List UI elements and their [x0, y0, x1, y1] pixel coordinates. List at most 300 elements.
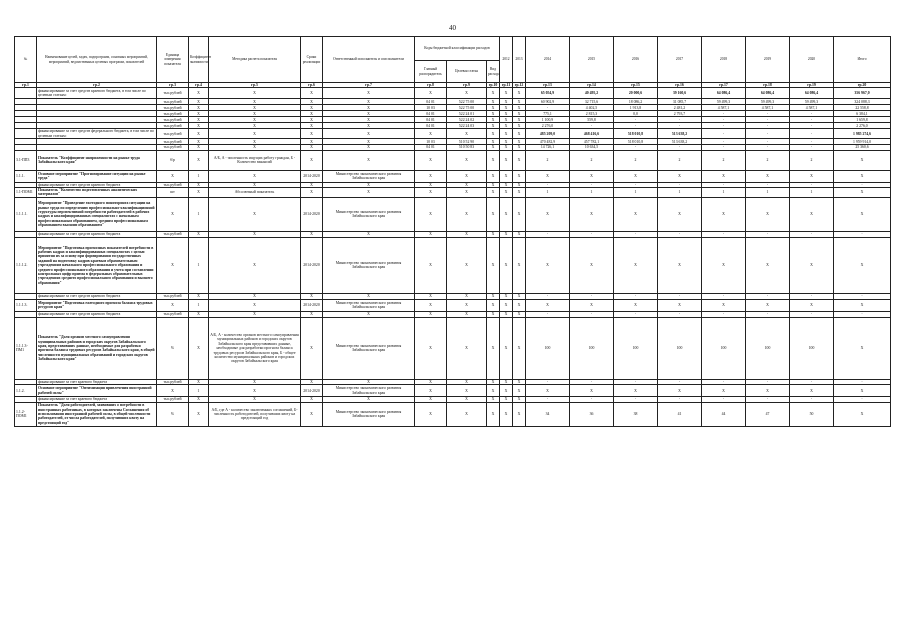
table-cell: - [526, 293, 570, 299]
table-cell: X [513, 317, 526, 379]
table-cell: X [323, 182, 415, 187]
table-cell: 4 402,5 [570, 105, 614, 111]
table-cell: X [415, 299, 447, 311]
table-cell: X [415, 231, 447, 237]
table-cell: X [209, 139, 301, 145]
table-cell: X [513, 197, 526, 231]
table-cell: X [513, 88, 526, 99]
table-cell: 1 [189, 299, 209, 311]
table-cell: 100 [614, 317, 658, 379]
table-cell: X [834, 299, 891, 311]
table-cell: X [447, 402, 487, 426]
table-cell: тыс.рублей [157, 99, 189, 105]
table-cell: Показатель "Коэффициент напряженности на рынке труда Забайкальского края" [37, 150, 157, 170]
table-cell: X [500, 150, 513, 170]
table-cell: X [415, 237, 447, 293]
table-cell: X [487, 150, 500, 170]
col-num-header: № [15, 37, 37, 83]
table-cell: 59 499,3 [746, 99, 790, 105]
table-cell: 2 [570, 150, 614, 170]
table-cell: X [790, 299, 834, 311]
table-cell: 100 [526, 317, 570, 379]
table-cell: 2 815,3 [570, 111, 614, 117]
table-cell: - [746, 182, 790, 187]
table-cell: X [500, 139, 513, 145]
table-cell: 2 [658, 150, 702, 170]
table-cell: - [526, 182, 570, 187]
table-cell: 0,0 [614, 111, 658, 117]
table-cell: шт [157, 188, 189, 198]
table-cell: 2 276,0 [834, 123, 891, 129]
table-cell: - [702, 117, 746, 123]
table-cell: - [834, 231, 891, 237]
table-cell: 4 587,1 [790, 105, 834, 111]
col-gr-header: Главный распорядитель [415, 61, 447, 83]
table-cell: X [513, 150, 526, 170]
table-cell: 34 [526, 402, 570, 426]
table-cell: X [447, 170, 487, 182]
table-cell: X [323, 111, 415, 117]
column-number: гр.5 [209, 83, 301, 88]
table-cell: % [157, 317, 189, 379]
table-cell: 1.1.1.1. [15, 197, 37, 231]
table-cell: 522 24 01 [447, 111, 487, 117]
table-cell: X [301, 105, 323, 111]
table-cell: X [301, 293, 323, 299]
table-cell: тыс.рублей [157, 182, 189, 187]
table-cell: X [500, 105, 513, 111]
table-cell: X [209, 105, 301, 111]
table-cell: X [500, 237, 513, 293]
table-cell: - [702, 231, 746, 237]
table-cell: X [323, 397, 415, 402]
col-resp-header: Ответственный исполнитель и соисполнители [323, 37, 415, 83]
table-cell: X [487, 197, 500, 231]
table-cell: - [746, 123, 790, 129]
table-cell: X [301, 99, 323, 105]
table-cell: X [189, 111, 209, 117]
column-number: гр.4 [189, 83, 209, 88]
table-cell: - [658, 117, 702, 123]
table-cell: X [487, 139, 500, 145]
table-cell: X [500, 188, 513, 198]
table-cell: X [487, 231, 500, 237]
table-cell: X [500, 99, 513, 105]
table-cell: X [301, 397, 323, 402]
table-cell: 2 [526, 150, 570, 170]
table-cell: Министерство экономического развития Забайкальского края [323, 170, 415, 182]
table-cell: X [790, 385, 834, 397]
table-cell: X [301, 129, 323, 139]
table-cell: - [834, 397, 891, 402]
table-cell: X [513, 182, 526, 187]
table-cell: X [614, 299, 658, 311]
table-cell: - [526, 379, 570, 384]
col-year-header: 2016 [614, 37, 658, 83]
table-cell: 10 03 [415, 105, 447, 111]
col-total-header: Итого [834, 37, 891, 83]
table-cell: X [209, 117, 301, 123]
table-cell: 457 782,1 [570, 139, 614, 145]
table-cell: X [487, 117, 500, 123]
table-cell: X [157, 170, 189, 182]
table-cell: 04 01 [415, 117, 447, 123]
table-cell: X [415, 293, 447, 299]
table-header [15, 37, 891, 83]
table-cell: 14 726,1 [526, 145, 570, 150]
table-cell: X [834, 402, 891, 426]
table-cell: 2 276,0 [526, 123, 570, 129]
table-cell: X [500, 170, 513, 182]
table-cell: X [415, 182, 447, 187]
table-cell: - [834, 182, 891, 187]
table-cell: X [746, 170, 790, 182]
table-cell: 2014-2020 [301, 170, 323, 182]
table-cell: X [513, 385, 526, 397]
table-cell: - [702, 139, 746, 145]
table-cell: 47 [746, 402, 790, 426]
table-cell: X [658, 299, 702, 311]
table-cell: Министерство экономического развития Забайкальского края [323, 299, 415, 311]
table-cell: 518 010,8 [614, 129, 658, 139]
table-cell: X [323, 311, 415, 317]
table-cell: 2014-2020 [301, 385, 323, 397]
table-cell: X [301, 188, 323, 198]
column-number: гр.15 [614, 83, 658, 88]
table-cell: 20 000,6 [614, 88, 658, 99]
table-cell: X [209, 88, 301, 99]
table-cell: X [500, 197, 513, 231]
table-cell: X [487, 188, 500, 198]
table-cell: - [614, 123, 658, 129]
table-cell: X [487, 111, 500, 117]
table-cell: X [209, 170, 301, 182]
table-row [15, 170, 891, 182]
table-cell: X [834, 150, 891, 170]
table-cell: X [570, 299, 614, 311]
table-cell: X [209, 231, 301, 237]
table-row [15, 88, 891, 99]
table-cell: 04 01 [415, 111, 447, 117]
table-cell: 2 [790, 150, 834, 170]
table-cell: 64 086,4 [746, 88, 790, 99]
table-cell: 65 054,9 [526, 88, 570, 99]
table-cell: 2014-2020 [301, 197, 323, 231]
table-cell: 50 [790, 402, 834, 426]
table-cell: X [487, 311, 500, 317]
table-cell: X [447, 379, 487, 384]
column-number: гр.18 [746, 83, 790, 88]
table-cell: X [415, 385, 447, 397]
table-cell: 1 913,8 [614, 105, 658, 111]
table-cell: 1 [526, 188, 570, 198]
table-cell: тыс.рублей [157, 145, 189, 150]
table-cell: X [189, 231, 209, 237]
table-cell: 1 985 274,6 [834, 129, 891, 139]
table-cell: X [570, 237, 614, 293]
table-cell: X [513, 170, 526, 182]
table-cell: тыс.рублей [157, 111, 189, 117]
table-cell: X [513, 397, 526, 402]
table-cell: - [702, 379, 746, 384]
table-cell: X [513, 379, 526, 384]
table-cell: - [702, 311, 746, 317]
table-cell: X [415, 129, 447, 139]
table-cell: X [658, 170, 702, 182]
col-method-header: Методика расчета показателя [209, 37, 301, 83]
table-cell: 2 481,2 [658, 105, 702, 111]
table-cell: Абсолютный показатель [209, 188, 301, 198]
table-cell: X [487, 317, 500, 379]
table-cell: X [526, 385, 570, 397]
table-cell: - [834, 293, 891, 299]
table-cell: 485 209,0 [526, 129, 570, 139]
table-cell: X [301, 231, 323, 237]
table-cell: % [157, 402, 189, 426]
table-cell: 4 587,1 [702, 105, 746, 111]
table-cell: X [513, 402, 526, 426]
table-cell: X [513, 117, 526, 123]
table-cell: - [702, 293, 746, 299]
col-year-header: 2013 [513, 37, 526, 83]
table-cell: X [570, 385, 614, 397]
table-cell: 04 01 [415, 123, 447, 129]
table-cell: 2 [614, 150, 658, 170]
table-cell: X [513, 237, 526, 293]
table-cell: - [746, 397, 790, 402]
table-cell: 510 52 90 [447, 139, 487, 145]
table-cell: X [702, 237, 746, 293]
table-cell: X [415, 317, 447, 379]
table-row [15, 150, 891, 170]
table-cell: X [323, 139, 415, 145]
table-cell: X [500, 385, 513, 397]
col-year-header: 2015 [570, 37, 614, 83]
table-cell: 510 50 83 [447, 145, 487, 150]
table-cell: X [415, 88, 447, 99]
table-cell: X [834, 317, 891, 379]
table-cell: - [790, 117, 834, 123]
table-cell: X [834, 197, 891, 231]
table-cell [15, 88, 37, 99]
table-cell: X [570, 170, 614, 182]
table-cell: - [570, 231, 614, 237]
column-number: гр.10 [487, 83, 500, 88]
table-cell: X [301, 117, 323, 123]
table-cell: X [301, 311, 323, 317]
table-cell: Показатель "Количество подготовленных аналитических материалов" [37, 188, 157, 198]
table-cell: - [790, 111, 834, 117]
table-cell: - [702, 397, 746, 402]
table-cell: X [513, 299, 526, 311]
table-cell: - [570, 379, 614, 384]
table-cell: X [513, 99, 526, 105]
table-cell: X [513, 311, 526, 317]
table-cell: Основное мероприятие "Оптимизация привлечения иностранной рабочей силы" [37, 385, 157, 397]
table-cell: X [513, 188, 526, 198]
table-cell: X [513, 139, 526, 145]
table-cell: X [500, 231, 513, 237]
table-cell: 100 [790, 317, 834, 379]
table-cell: X [513, 145, 526, 150]
table-cell: финансирование за счет краевого бюджета [37, 379, 157, 384]
table-cell: 1.1.1.3. [15, 299, 37, 311]
table-cell: 470 482,9 [526, 139, 570, 145]
table-cell: 2014-2020 [301, 299, 323, 311]
table-cell: X [189, 182, 209, 187]
program-table [14, 36, 891, 427]
table-cell: тыс.рублей [157, 88, 189, 99]
table-cell: 100 [746, 317, 790, 379]
table-cell: 2 [746, 150, 790, 170]
table-cell: X [487, 88, 500, 99]
table-cell: - [526, 231, 570, 237]
table-cell: Министерство экономического развития Забайкальского края [323, 402, 415, 426]
table-cell: X [746, 299, 790, 311]
table-cell: 513 638,2 [658, 139, 702, 145]
table-row [15, 317, 891, 379]
table-cell: X [834, 170, 891, 182]
table-cell: - [614, 293, 658, 299]
table-cell: X [209, 182, 301, 187]
table-cell: X [209, 99, 301, 105]
table-cell: X [415, 197, 447, 231]
table-cell: 775,1 [526, 111, 570, 117]
table-cell: 38 [614, 402, 658, 426]
table-cell: X [189, 99, 209, 105]
table-row [15, 188, 891, 198]
table-cell: X [513, 129, 526, 139]
column-number: гр.1 [15, 83, 37, 88]
table-cell: X [614, 385, 658, 397]
table-cell: - [746, 117, 790, 123]
table-cell: X [746, 197, 790, 231]
table-cell: X [500, 317, 513, 379]
table-cell: 31 085,7 [658, 99, 702, 105]
table-cell: X [323, 105, 415, 111]
table-cell: X [500, 182, 513, 187]
table-cell: X [614, 197, 658, 231]
table-cell: - [746, 145, 790, 150]
table-cell: тыс.рублей [157, 123, 189, 129]
table-cell: тыс.рублей [157, 117, 189, 123]
table-cell: 40 495,2 [570, 88, 614, 99]
table-cell: X [323, 150, 415, 170]
table-cell: X [209, 197, 301, 231]
table-cell: 1 [614, 188, 658, 198]
table-cell: X [447, 231, 487, 237]
table-cell: X [487, 237, 500, 293]
table-cell: X [500, 402, 513, 426]
col-cs-header: Целевая статья [447, 61, 487, 83]
column-number: гр.17 [702, 83, 746, 88]
table-cell: X [189, 105, 209, 111]
table-cell: X [487, 385, 500, 397]
table-cell: X [323, 99, 415, 105]
table-cell: - [746, 379, 790, 384]
table-cell: X [487, 379, 500, 384]
table-cell: X [500, 293, 513, 299]
table-cell: X [447, 317, 487, 379]
table-cell: 1 959 914,0 [834, 139, 891, 145]
table-cell: X [500, 117, 513, 123]
table-cell: - [790, 379, 834, 384]
table-cell: X [157, 385, 189, 397]
table-cell: тыс.рублей [157, 139, 189, 145]
table-cell: 513 638,2 [658, 129, 702, 139]
table-cell: X [487, 105, 500, 111]
table-cell: тыс.рублей [157, 105, 189, 111]
table-cell: X [209, 379, 301, 384]
column-number: гр.12 [513, 83, 526, 88]
table-cell: X [447, 299, 487, 311]
table-cell: - [658, 182, 702, 187]
table-cell: X [415, 170, 447, 182]
table-cell: X [447, 293, 487, 299]
column-number: гр.11 [500, 83, 513, 88]
table-cell: тыс.рублей [157, 129, 189, 139]
table-cell: 60 902,9 [526, 99, 570, 105]
table-cell: A/Б, А - численность ищущих работу граждан, Б - Количество вакансий [209, 150, 301, 170]
table-cell: X [702, 170, 746, 182]
table-cell: X [301, 379, 323, 384]
table-cell: - [834, 311, 891, 317]
table-cell: 10 634,5 [570, 145, 614, 150]
table-cell: X [301, 402, 323, 426]
table-cell: - [746, 129, 790, 139]
table-cell: X [189, 88, 209, 99]
table-cell: 1 [746, 188, 790, 198]
table-cell: 522 24 02 [447, 117, 487, 123]
table-cell: тыс.рублей [157, 293, 189, 299]
column-number: гр.2 [37, 83, 157, 88]
table-cell: - [570, 293, 614, 299]
table-cell: б/р [157, 150, 189, 170]
table-cell: А/Б, где А - количество заключенных соглашений, Б- численность работодателей, получивших квоту на предстоящий год [209, 402, 301, 426]
table-cell: X [487, 99, 500, 105]
table-cell: Мероприятие "Подготовка ежегодного прогноза баланса трудовых ресурсов края" [37, 299, 157, 311]
col-year-header: 2019 [746, 37, 790, 83]
table-cell: финансирование за счет краевого бюджета [37, 397, 157, 402]
column-number: гр.19 [790, 83, 834, 88]
table-cell: X [301, 88, 323, 99]
table-cell: X [189, 129, 209, 139]
table-cell: X [702, 197, 746, 231]
table-cell: - [658, 293, 702, 299]
table-cell: X [323, 293, 415, 299]
table-cell: X [323, 129, 415, 139]
table-cell: X [189, 188, 209, 198]
table-row [15, 299, 891, 311]
table-cell: - [746, 111, 790, 117]
table-cell: 39 160,6 [658, 88, 702, 99]
table-cell: X [189, 379, 209, 384]
table-cell: 04 01 [415, 99, 447, 105]
table-cell: - [702, 111, 746, 117]
table-cell: X [658, 237, 702, 293]
table-cell: X [323, 188, 415, 198]
table-cell: X [500, 145, 513, 150]
table-cell: X [189, 402, 209, 426]
table-cell: X [189, 123, 209, 129]
table-cell: 1 [570, 188, 614, 198]
table-cell: 41 [658, 402, 702, 426]
table-cell: X [209, 111, 301, 117]
table-cell: Показатель "Доля органов местного самоуправления муниципальных районов и городских округов Забайкальского края, представивших данные, необходимые для разработки прогноза баланса трудовых ресурсов Забайкальского края, в общей численности муниципальных образований и городских округов Забайкальского края" [37, 317, 157, 379]
table-cell: - [614, 397, 658, 402]
table-cell: X [702, 385, 746, 397]
col-name-header: Наименование целей, задач, подпрограмм, основных мероприятий, мероприятий, ведомственных целевых программ, показателей [37, 37, 157, 83]
